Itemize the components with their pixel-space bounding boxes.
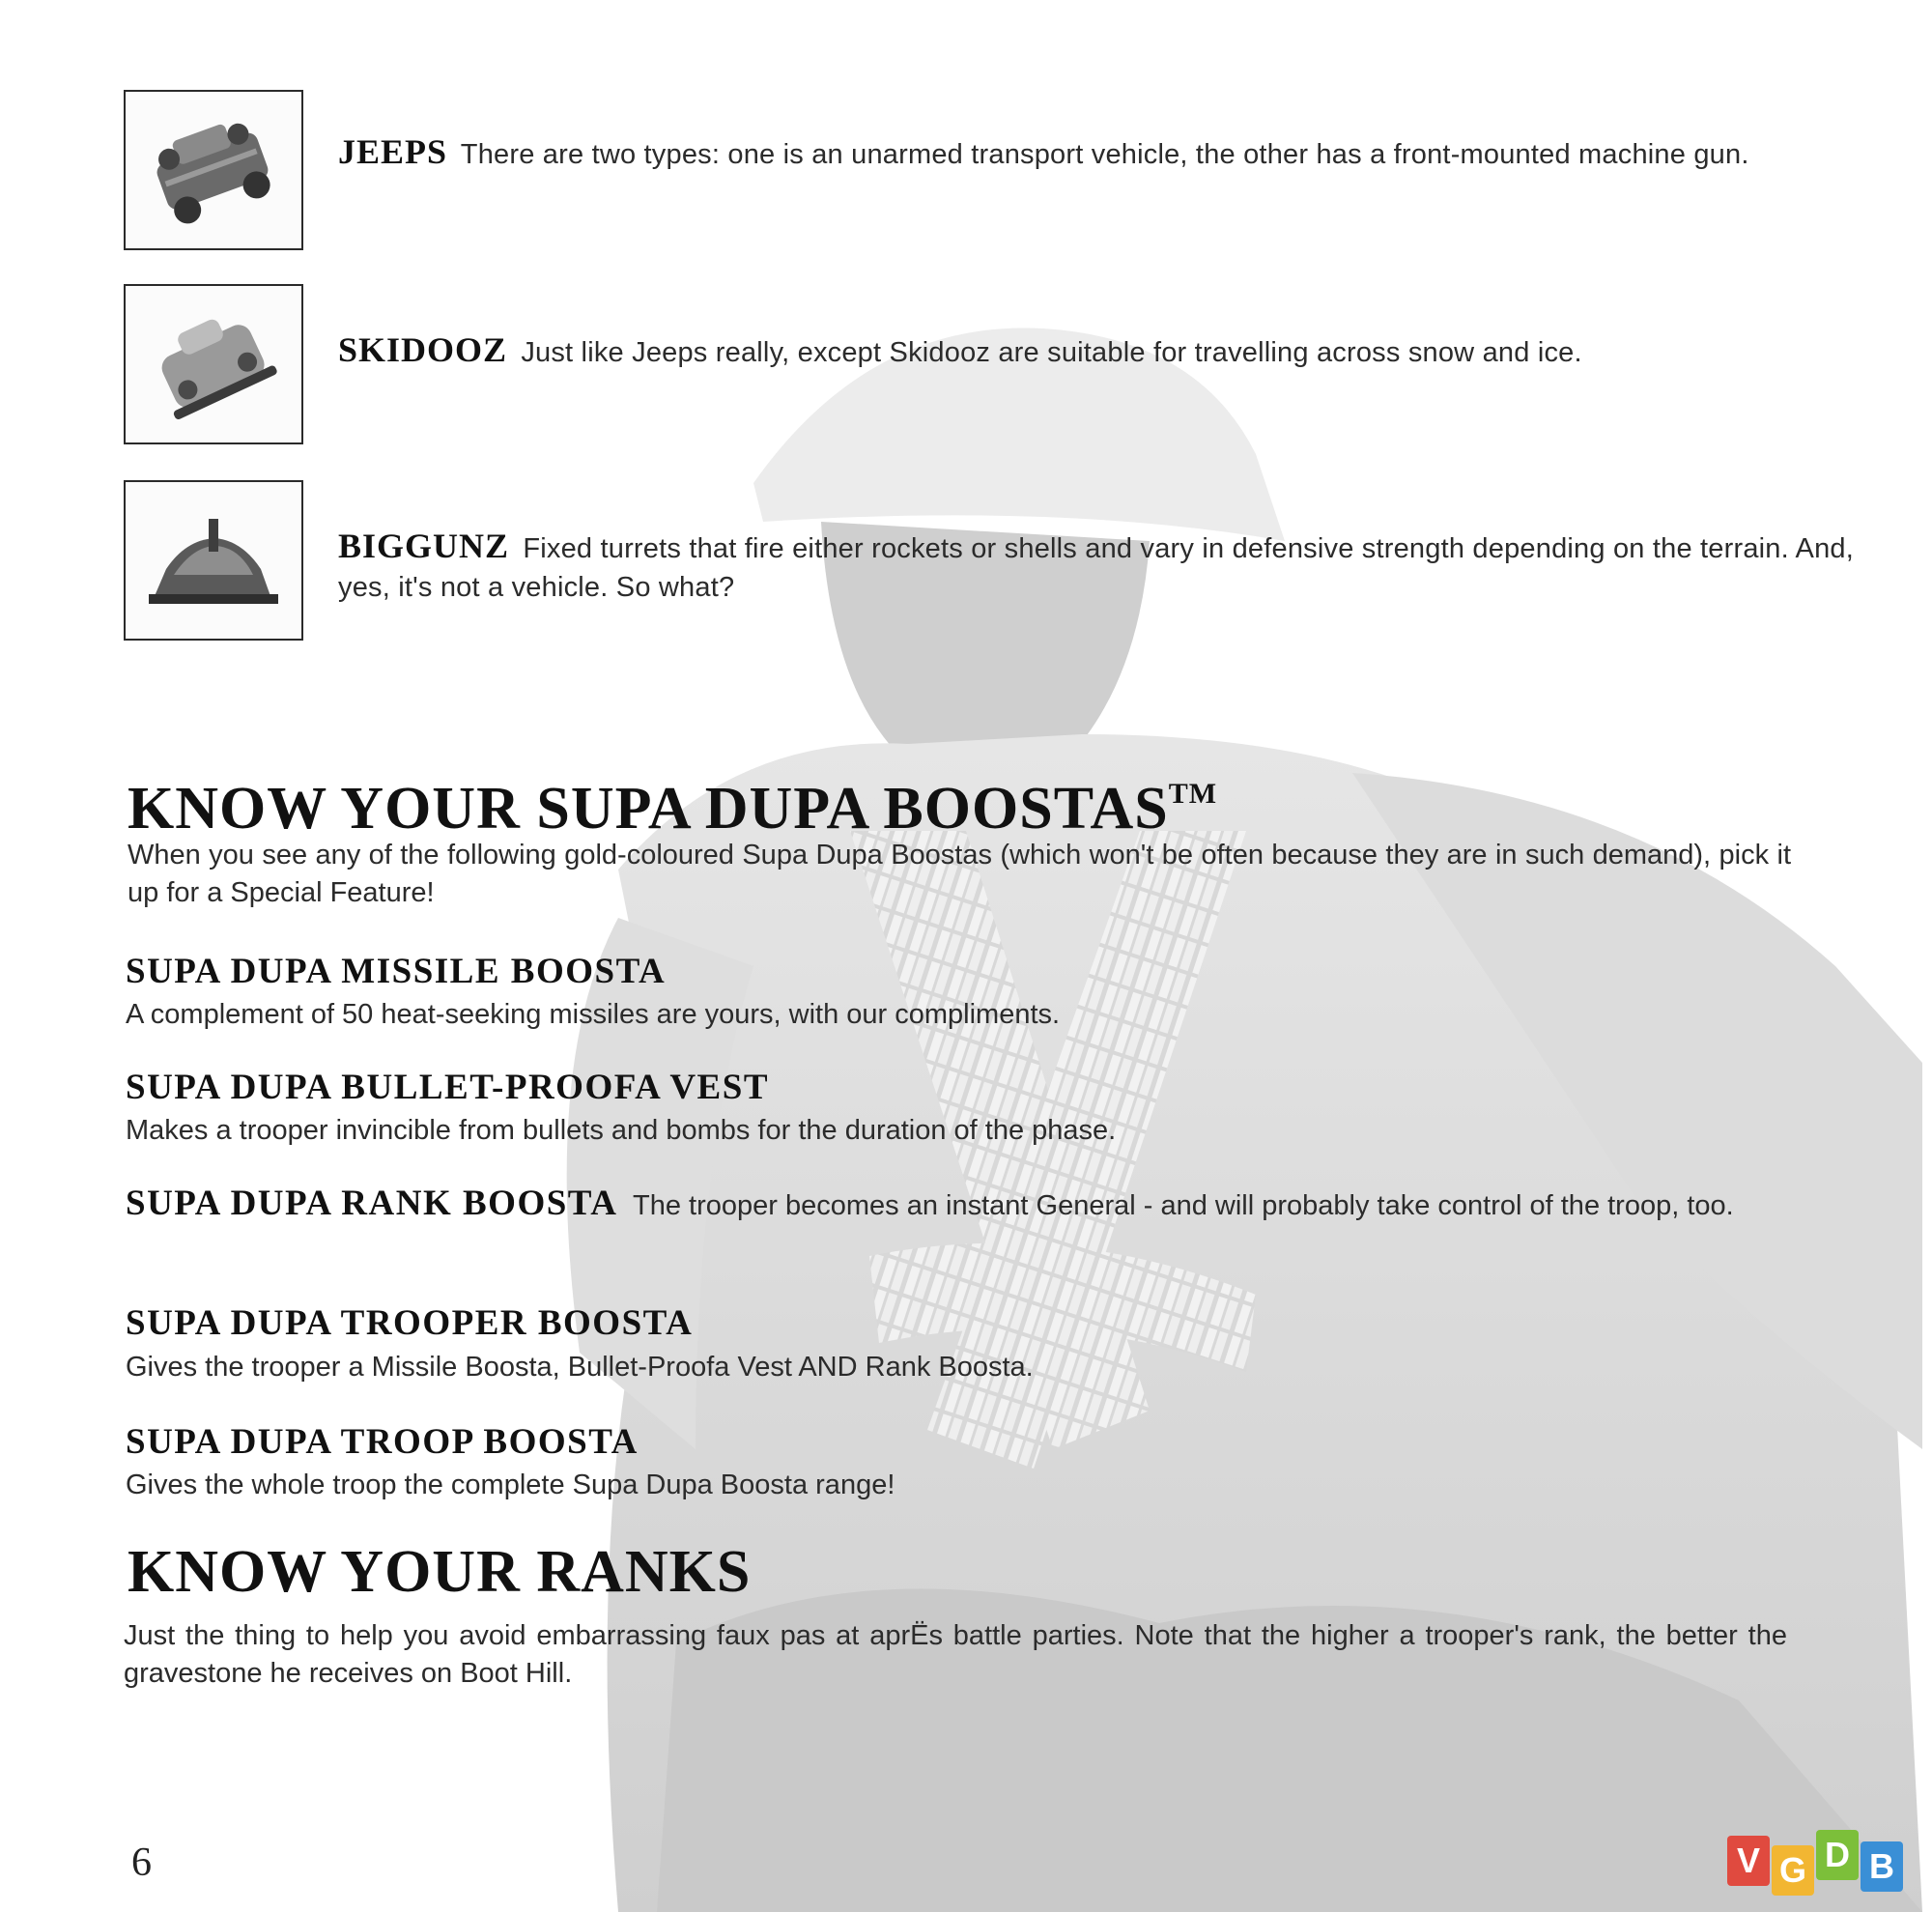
logo-letter: G	[1772, 1845, 1814, 1896]
boosta-text: A complement of 50 heat-seeking missiles are yours, with our compliments.	[126, 999, 1061, 1030]
boostas-intro: When you see any of the following gold-coloured Supa Dupa Boostas (which won't be often because they are in such demand), pick it up for a Special Feature!	[128, 840, 1791, 908]
section-heading-ranks: KNOW YOUR RANKS	[128, 1539, 752, 1605]
unit-description	[338, 132, 1913, 174]
trademark-mark: TM	[1168, 778, 1218, 810]
page-number: 6	[131, 1841, 152, 1885]
boosta-text: Gives the trooper a Missile Boosta, Bullet-Proofa Vest AND Rank Boosta.	[126, 1352, 1034, 1383]
unit-row-jeeps	[124, 90, 1795, 254]
boosta-title: SUPA DUPA BULLET-PROOFA VEST	[126, 1068, 769, 1107]
skidoo-icon	[124, 284, 303, 444]
boosta-text: The trooper becomes an instant General - and will probably take control of the troop, too.	[633, 1190, 1734, 1221]
section-heading-boostas	[128, 775, 1217, 842]
unit-name: JEEPS	[338, 132, 448, 171]
logo-letter: B	[1861, 1841, 1903, 1892]
logo-letter: D	[1816, 1830, 1859, 1880]
unit-name: BIGGUNZ	[338, 527, 510, 565]
vgdb-watermark-logo	[1727, 1824, 1920, 1892]
ranks-text: Just the thing to help you avoid embarrassing faux pas at aprËs battle parties. Note that the higher a trooper's rank, the better the gravestone he receives on Boot Hill.	[124, 1620, 1787, 1689]
logo-letter: V	[1727, 1836, 1770, 1886]
boosta-title: SUPA DUPA TROOPER BOOSTA	[126, 1303, 694, 1343]
jeep-icon	[124, 90, 303, 250]
turret-icon	[124, 480, 303, 641]
boosta-rank-block	[126, 1184, 1791, 1225]
unit-row-biggunz	[124, 480, 1855, 644]
unit-text: Fixed turrets that fire either rockets or shells and vary in defensive strength depending on the terrain. And, yes, it's not a vehicle. So what?	[338, 533, 1855, 603]
unit-row-skidooz	[124, 284, 1795, 448]
unit-description	[338, 527, 1913, 607]
unit-text: There are two types: one is an unarmed transport vehicle, the other has a front-mounted machine gun.	[460, 139, 1749, 170]
boosta-title: SUPA DUPA TROOP BOOSTA	[126, 1422, 639, 1462]
boosta-text: Makes a trooper invincible from bullets and bombs for the duration of the phase.	[126, 1115, 1117, 1146]
boosta-text: Gives the whole troop the complete Supa Dupa Boosta range!	[126, 1470, 895, 1500]
boosta-title: SUPA DUPA RANK BOOSTA	[126, 1184, 618, 1223]
unit-description	[338, 330, 1913, 372]
boosta-title: SUPA DUPA MISSILE BOOSTA	[126, 952, 667, 991]
unit-name: SKIDOOZ	[338, 330, 508, 369]
heading-text: KNOW YOUR SUPA DUPA BOOSTAS	[128, 776, 1169, 842]
unit-text: Just like Jeeps really, except Skidooz are suitable for travelling across snow and ice.	[521, 337, 1582, 368]
